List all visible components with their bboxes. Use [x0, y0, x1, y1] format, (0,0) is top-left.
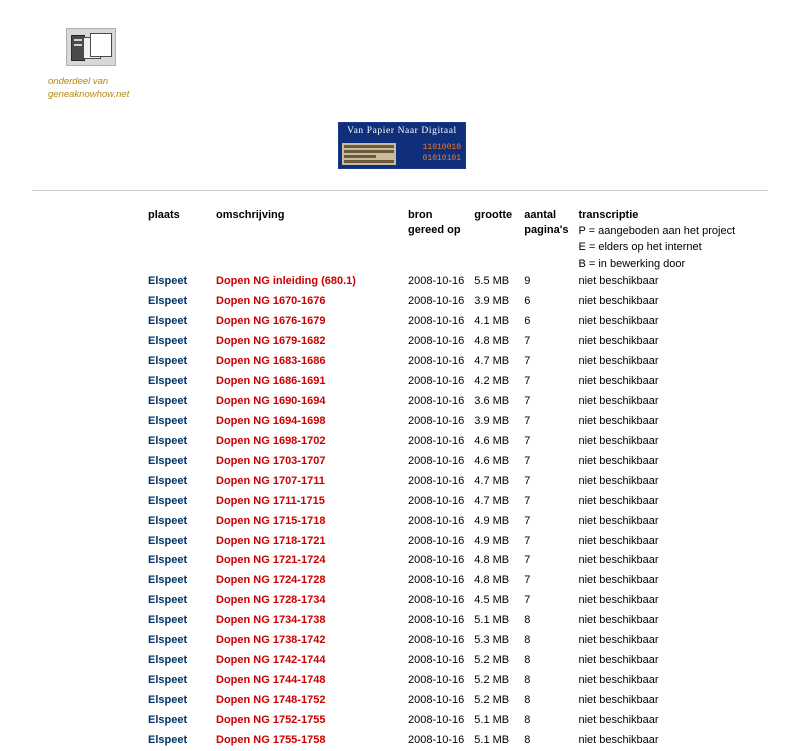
cell-plaats: Elspeet [148, 335, 188, 348]
column-header-bron [408, 208, 474, 272]
banner-title: Van Papier Naar Digitaal [339, 123, 465, 140]
cell-aantal-paginas: 8 [524, 713, 531, 726]
cell-omschrijving-link[interactable]: Dopen NG 1748-1752 [216, 694, 326, 707]
cell-omschrijving-link[interactable]: Dopen NG 1679-1682 [216, 335, 326, 348]
cell-aantal-paginas: 8 [524, 694, 531, 707]
cell-omschrijving-link[interactable]: Dopen NG 1721-1724 [216, 554, 326, 567]
cell-plaats: Elspeet [148, 674, 188, 687]
cell-bron-gereed-op: 2008-10-16 [408, 434, 465, 447]
cell-plaats: Elspeet [148, 694, 188, 707]
legend-item-b: B = in bewerking door [578, 257, 686, 270]
logo-screen-front-shape [90, 33, 112, 57]
table-header-row [148, 208, 745, 272]
cell-grootte: 4.7 MB [474, 474, 510, 487]
cell-aantal-paginas: 8 [524, 654, 531, 667]
cell-transcriptie: niet beschikbaar [578, 594, 659, 607]
cell-transcriptie: niet beschikbaar [578, 574, 659, 587]
cell-bron-gereed-op: 2008-10-16 [408, 713, 465, 726]
cell-aantal-paginas: 7 [524, 534, 531, 547]
cell-bron-gereed-op: 2008-10-16 [408, 694, 465, 707]
table-body [148, 272, 745, 751]
cell-grootte: 4.6 MB [474, 454, 510, 467]
cell-bron-gereed-op: 2008-10-16 [408, 414, 465, 427]
cell-grootte: 5.1 MB [474, 614, 510, 627]
cell-aantal-paginas: 7 [524, 335, 531, 348]
cell-aantal-paginas: 7 [524, 355, 531, 368]
cell-grootte: 5.2 MB [474, 694, 510, 707]
cell-bron-gereed-op: 2008-10-16 [408, 474, 465, 487]
cell-bron-gereed-op: 2008-10-16 [408, 295, 465, 308]
table-row [148, 352, 745, 372]
cell-bron-gereed-op: 2008-10-16 [408, 394, 465, 407]
cell-aantal-paginas: 7 [524, 474, 531, 487]
table-row [148, 392, 745, 412]
table-row [148, 651, 745, 671]
cell-plaats: Elspeet [148, 554, 188, 567]
cell-grootte: 4.5 MB [474, 594, 510, 607]
cell-omschrijving-link[interactable]: Dopen NG 1744-1748 [216, 674, 326, 687]
cell-plaats: Elspeet [148, 634, 188, 647]
cell-aantal-paginas: 7 [524, 594, 531, 607]
cell-plaats: Elspeet [148, 275, 188, 288]
cell-plaats: Elspeet [148, 514, 188, 527]
column-header-paginas-line2: pagina's [524, 223, 569, 236]
table-row [148, 492, 745, 512]
column-header-paginas-line1: aantal [524, 209, 557, 221]
cell-bron-gereed-op: 2008-10-16 [408, 654, 465, 667]
cell-aantal-paginas: 9 [524, 275, 531, 288]
column-header-grootte: grootte [474, 209, 513, 221]
cell-grootte: 4.8 MB [474, 574, 510, 587]
cell-transcriptie: niet beschikbaar [578, 315, 659, 328]
horizontal-divider [32, 190, 768, 191]
cell-grootte: 4.6 MB [474, 434, 510, 447]
table-row [148, 691, 745, 711]
cell-transcriptie: niet beschikbaar [578, 355, 659, 368]
cell-transcriptie: niet beschikbaar [578, 454, 659, 467]
table-row [148, 332, 745, 352]
table-row [148, 532, 745, 552]
binary-line-2: 01010101 [422, 154, 461, 163]
legend-item-e: E = elders op het internet [578, 241, 702, 254]
cell-transcriptie: niet beschikbaar [578, 335, 659, 348]
cell-bron-gereed-op: 2008-10-16 [408, 634, 465, 647]
site-logo-block [48, 28, 208, 102]
table-row [148, 591, 745, 611]
cell-plaats: Elspeet [148, 574, 188, 587]
cell-grootte: 3.9 MB [474, 414, 510, 427]
table-row [148, 631, 745, 651]
computer-logo-icon[interactable] [66, 28, 116, 66]
cell-omschrijving-link[interactable]: Dopen NG 1694-1698 [216, 414, 326, 427]
cell-transcriptie: niet beschikbaar [578, 474, 659, 487]
table-row [148, 611, 745, 631]
cell-transcriptie: niet beschikbaar [578, 534, 659, 547]
table-row [148, 472, 745, 492]
cell-plaats: Elspeet [148, 315, 188, 328]
cell-transcriptie: niet beschikbaar [578, 694, 659, 707]
cell-transcriptie: niet beschikbaar [578, 634, 659, 647]
cell-transcriptie: niet beschikbaar [578, 494, 659, 507]
cell-aantal-paginas: 7 [524, 554, 531, 567]
cell-plaats: Elspeet [148, 355, 188, 368]
column-header-bron-line1: bron [408, 209, 433, 221]
cell-aantal-paginas: 6 [524, 295, 531, 308]
table-row [148, 671, 745, 691]
cell-omschrijving-link[interactable]: Dopen NG 1738-1742 [216, 634, 326, 647]
table-row [148, 372, 745, 392]
cell-omschrijving-link[interactable]: Dopen NG 1755-1758 [216, 733, 326, 746]
cell-aantal-paginas: 7 [524, 414, 531, 427]
cell-omschrijving-link[interactable]: Dopen NG 1742-1744 [216, 654, 326, 667]
cell-transcriptie: niet beschikbaar [578, 554, 659, 567]
cell-omschrijving-link[interactable]: Dopen NG 1718-1721 [216, 534, 326, 547]
cell-aantal-paginas: 7 [524, 394, 531, 407]
cell-omschrijving-link[interactable]: Dopen NG 1670-1676 [216, 295, 326, 308]
binary-line-1: 11010010 [422, 143, 461, 152]
cell-grootte: 4.2 MB [474, 375, 510, 388]
cell-transcriptie: niet beschikbaar [578, 733, 659, 746]
cell-plaats: Elspeet [148, 534, 188, 547]
cell-omschrijving-link[interactable]: Dopen NG 1752-1755 [216, 713, 326, 726]
cell-transcriptie: niet beschikbaar [578, 674, 659, 687]
cell-bron-gereed-op: 2008-10-16 [408, 335, 465, 348]
column-header-paginas [524, 208, 578, 272]
logo-caption [48, 76, 208, 102]
cell-aantal-paginas: 8 [524, 634, 531, 647]
cell-transcriptie: niet beschikbaar [578, 375, 659, 388]
cell-omschrijving-link[interactable]: Dopen NG 1715-1718 [216, 514, 326, 527]
cell-bron-gereed-op: 2008-10-16 [408, 594, 465, 607]
cell-omschrijving-link[interactable]: Dopen NG 1698-1702 [216, 434, 326, 447]
old-document-icon [342, 143, 396, 165]
cell-transcriptie: niet beschikbaar [578, 514, 659, 527]
table-row [148, 452, 745, 472]
cell-grootte: 5.1 MB [474, 713, 510, 726]
cell-bron-gereed-op: 2008-10-16 [408, 554, 465, 567]
cell-bron-gereed-op: 2008-10-16 [408, 355, 465, 368]
table-row [148, 711, 745, 731]
cell-bron-gereed-op: 2008-10-16 [408, 534, 465, 547]
cell-bron-gereed-op: 2008-10-16 [408, 674, 465, 687]
cell-transcriptie: niet beschikbaar [578, 713, 659, 726]
column-header-transcriptie [578, 208, 745, 272]
cell-omschrijving-link[interactable]: Dopen NG 1703-1707 [216, 454, 326, 467]
cell-aantal-paginas: 8 [524, 674, 531, 687]
cell-plaats: Elspeet [148, 733, 188, 746]
cell-grootte: 4.7 MB [474, 494, 510, 507]
cell-plaats: Elspeet [148, 474, 188, 487]
cell-aantal-paginas: 7 [524, 514, 531, 527]
column-header-omschrijving: omschrijving [216, 209, 285, 221]
cell-plaats: Elspeet [148, 414, 188, 427]
cell-grootte: 4.8 MB [474, 335, 510, 348]
cell-plaats: Elspeet [148, 375, 188, 388]
cell-aantal-paginas: 7 [524, 375, 531, 388]
cell-bron-gereed-op: 2008-10-16 [408, 315, 465, 328]
table-row [148, 412, 745, 432]
table-row [148, 731, 745, 751]
cell-omschrijving-link[interactable]: Dopen NG 1676-1679 [216, 315, 326, 328]
cell-grootte: 3.6 MB [474, 394, 510, 407]
cell-bron-gereed-op: 2008-10-16 [408, 733, 465, 746]
cell-grootte: 4.8 MB [474, 554, 510, 567]
cell-grootte: 4.9 MB [474, 534, 510, 547]
cell-omschrijving-link[interactable]: Dopen NG 1728-1734 [216, 594, 326, 607]
banner-van-papier-naar-digitaal[interactable] [338, 122, 466, 169]
cell-bron-gereed-op: 2008-10-16 [408, 574, 465, 587]
scan-list-table [148, 208, 745, 751]
legend-item-p: P = aangeboden aan het project [578, 224, 736, 237]
cell-grootte: 5.5 MB [474, 275, 510, 288]
cell-plaats: Elspeet [148, 494, 188, 507]
cell-omschrijving-link[interactable]: Dopen NG 1690-1694 [216, 394, 326, 407]
logo-caption-line2: geneaknowhow.net [48, 88, 130, 100]
cell-bron-gereed-op: 2008-10-16 [408, 275, 465, 288]
logo-caption-line1: onderdeel van [48, 76, 109, 87]
transcriptie-legend [578, 223, 735, 273]
cell-plaats: Elspeet [148, 713, 188, 726]
table-row [148, 551, 745, 571]
cell-omschrijving-link[interactable]: Dopen NG 1683-1686 [216, 355, 326, 368]
cell-transcriptie: niet beschikbaar [578, 434, 659, 447]
cell-bron-gereed-op: 2008-10-16 [408, 614, 465, 627]
cell-plaats: Elspeet [148, 295, 188, 308]
cell-bron-gereed-op: 2008-10-16 [408, 514, 465, 527]
banner-graphic [339, 140, 465, 168]
cell-omschrijving-link[interactable]: Dopen NG 1724-1728 [216, 574, 326, 587]
cell-plaats: Elspeet [148, 454, 188, 467]
table-row [148, 512, 745, 532]
cell-aantal-paginas: 7 [524, 434, 531, 447]
cell-bron-gereed-op: 2008-10-16 [408, 454, 465, 467]
cell-plaats: Elspeet [148, 614, 188, 627]
cell-omschrijving-link[interactable]: Dopen NG 1707-1711 [216, 474, 325, 487]
cell-grootte: 4.1 MB [474, 315, 510, 328]
column-header-transcriptie-label: transcriptie [578, 209, 639, 221]
cell-transcriptie: niet beschikbaar [578, 275, 659, 288]
cell-grootte: 5.3 MB [474, 634, 510, 647]
cell-grootte: 5.1 MB [474, 733, 510, 746]
column-header-bron-line2: gereed op [408, 223, 461, 236]
cell-grootte: 5.2 MB [474, 654, 510, 667]
cell-plaats: Elspeet [148, 654, 188, 667]
cell-plaats: Elspeet [148, 434, 188, 447]
cell-grootte: 5.2 MB [474, 674, 510, 687]
cell-omschrijving-link[interactable]: Dopen NG 1686-1691 [216, 375, 326, 388]
cell-bron-gereed-op: 2008-10-16 [408, 375, 465, 388]
cell-grootte: 3.9 MB [474, 295, 510, 308]
cell-transcriptie: niet beschikbaar [578, 654, 659, 667]
table-row [148, 432, 745, 452]
cell-aantal-paginas: 6 [524, 315, 531, 328]
table-row [148, 312, 745, 332]
cell-grootte: 4.9 MB [474, 514, 510, 527]
table-row [148, 292, 745, 312]
scan-list-table-wrapper [148, 208, 788, 751]
cell-grootte: 4.7 MB [474, 355, 510, 368]
cell-transcriptie: niet beschikbaar [578, 414, 659, 427]
cell-transcriptie: niet beschikbaar [578, 394, 659, 407]
table-row [148, 571, 745, 591]
cell-aantal-paginas: 7 [524, 494, 531, 507]
cell-aantal-paginas: 7 [524, 574, 531, 587]
cell-plaats: Elspeet [148, 394, 188, 407]
cell-plaats: Elspeet [148, 594, 188, 607]
table-row [148, 272, 745, 292]
cell-omschrijving-link[interactable]: Dopen NG 1734-1738 [216, 614, 326, 627]
cell-aantal-paginas: 8 [524, 614, 531, 627]
cell-transcriptie: niet beschikbaar [578, 295, 659, 308]
cell-bron-gereed-op: 2008-10-16 [408, 494, 465, 507]
cell-omschrijving-link[interactable]: Dopen NG inleiding (680.1) [216, 275, 356, 288]
cell-aantal-paginas: 8 [524, 733, 531, 746]
column-header-plaats: plaats [148, 209, 180, 221]
cell-transcriptie: niet beschikbaar [578, 614, 659, 627]
cell-omschrijving-link[interactable]: Dopen NG 1711-1715 [216, 494, 325, 507]
binary-digits [423, 142, 461, 164]
cell-aantal-paginas: 7 [524, 454, 531, 467]
